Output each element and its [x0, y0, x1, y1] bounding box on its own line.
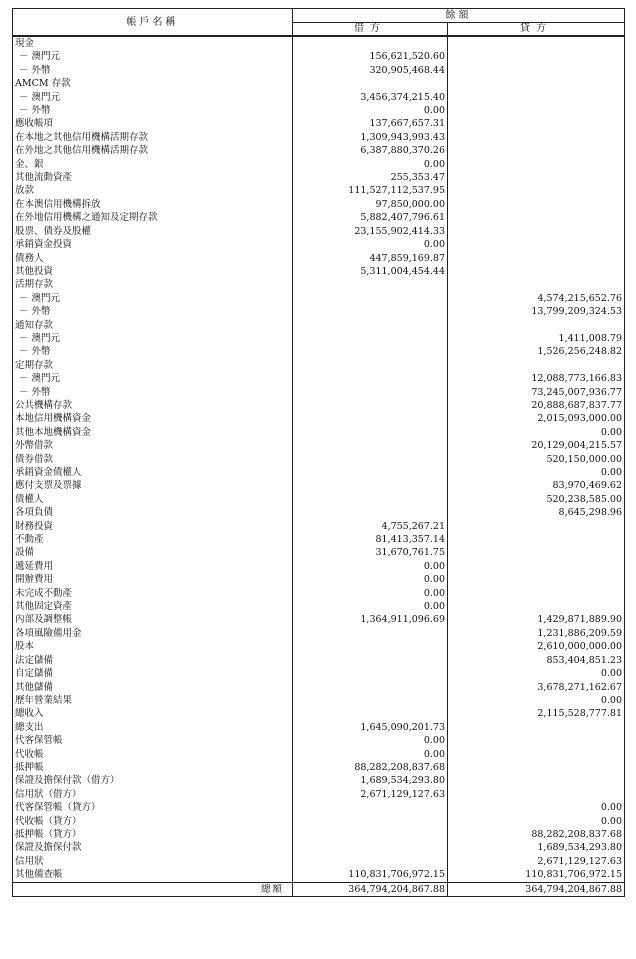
- credit-value: [448, 734, 625, 747]
- account-name: 法定儲備: [13, 654, 293, 667]
- account-name: 其他固定資產: [13, 600, 293, 613]
- debit-value: [293, 359, 448, 372]
- debit-value: [293, 278, 448, 291]
- debit-value: [293, 506, 448, 519]
- credit-value: [448, 319, 625, 332]
- account-name: 保證及擔保付款（借方）: [13, 774, 293, 787]
- account-name: 保證及擔保付款: [13, 841, 293, 854]
- table-row: [13, 184, 625, 197]
- credit-value: [448, 252, 625, 265]
- account-name: 其他流動資產: [13, 171, 293, 184]
- account-name: － 外幣: [13, 64, 293, 77]
- debit-value: 0.00: [293, 158, 448, 171]
- table-row: [13, 573, 625, 586]
- account-name: － 外幣: [13, 345, 293, 358]
- debit-value: 97,850,000.00: [293, 198, 448, 211]
- debit-value: [293, 319, 448, 332]
- table-row: [13, 721, 625, 734]
- account-name: 在本地之其他信用機構活期存款: [13, 131, 293, 144]
- table-row: [13, 761, 625, 774]
- table-row: [13, 748, 625, 761]
- table-row: [13, 453, 625, 466]
- table-row: [13, 479, 625, 492]
- credit-value: 2,115,528,777.81: [448, 707, 625, 720]
- credit-value: [448, 131, 625, 144]
- account-name: 抵押帳: [13, 761, 293, 774]
- debit-value: [293, 466, 448, 479]
- table-row: [13, 520, 625, 533]
- table-row: [13, 533, 625, 546]
- account-name: － 外幣: [13, 305, 293, 318]
- table-row: [13, 815, 625, 828]
- debit-value: [293, 412, 448, 425]
- table-row: [13, 292, 625, 305]
- credit-value: 1,429,871,889.90: [448, 613, 625, 626]
- account-name: 遞延費用: [13, 560, 293, 573]
- account-name: 自定儲備: [13, 667, 293, 680]
- table-row: [13, 265, 625, 278]
- debit-value: 0.00: [293, 573, 448, 586]
- debit-value: [293, 77, 448, 90]
- account-name: 其他本地機構資金: [13, 426, 293, 439]
- debit-value: [293, 332, 448, 345]
- credit-value: 0.00: [448, 694, 625, 707]
- credit-value: 1,231,886,209.59: [448, 627, 625, 640]
- account-name: 總支出: [13, 721, 293, 734]
- account-name: 在本澳信用機構拆放: [13, 198, 293, 211]
- debit-value: [293, 855, 448, 868]
- account-name: 各項負債: [13, 506, 293, 519]
- credit-value: [448, 198, 625, 211]
- account-name: 開辦費用: [13, 573, 293, 586]
- debit-value: [293, 439, 448, 452]
- credit-value: [448, 748, 625, 761]
- table-row: [13, 372, 625, 385]
- credit-value: [448, 573, 625, 586]
- credit-value: 0.00: [448, 667, 625, 680]
- table-row: [13, 707, 625, 720]
- credit-value: [448, 560, 625, 573]
- account-name: 金、銀: [13, 158, 293, 171]
- credit-value: 20,888,687,837.77: [448, 399, 625, 412]
- debit-value: [293, 627, 448, 640]
- credit-value: 520,238,585.00: [448, 493, 625, 506]
- table-row: [13, 319, 625, 332]
- account-name-header: 帳戶名稱: [13, 9, 293, 37]
- table-row: [13, 640, 625, 653]
- table-row: [13, 305, 625, 318]
- total-debit: 364,794,204,867.88: [293, 882, 448, 896]
- debit-value: [293, 640, 448, 653]
- total-row: [13, 882, 625, 896]
- debit-header: 借方: [293, 23, 448, 37]
- account-name: 股本: [13, 640, 293, 653]
- debit-value: 0.00: [293, 748, 448, 761]
- trial-balance-sheet: [12, 8, 624, 897]
- account-name: 現金: [13, 36, 293, 50]
- table-row: [13, 774, 625, 787]
- table-row: [13, 855, 625, 868]
- debit-value: 88,282,208,837.68: [293, 761, 448, 774]
- account-name: 不動產: [13, 533, 293, 546]
- account-name: 承銷資金投資: [13, 238, 293, 251]
- table-row: [13, 131, 625, 144]
- debit-value: 1,309,943,993.43: [293, 131, 448, 144]
- credit-value: 0.00: [448, 801, 625, 814]
- balance-header: 餘額: [293, 9, 625, 23]
- account-name: 設備: [13, 546, 293, 559]
- table-row: [13, 117, 625, 130]
- table-row: [13, 238, 625, 251]
- debit-value: [293, 707, 448, 720]
- table-row: [13, 801, 625, 814]
- account-name: 債券借款: [13, 453, 293, 466]
- debit-value: [293, 828, 448, 841]
- debit-value: 31,670,761.75: [293, 546, 448, 559]
- table-row: [13, 198, 625, 211]
- credit-value: 110,831,706,972.15: [448, 868, 625, 882]
- debit-value: [293, 694, 448, 707]
- account-name: 在外地信用機構之通知及定期存款: [13, 211, 293, 224]
- account-name: － 外幣: [13, 104, 293, 117]
- debit-value: 1,645,090,201.73: [293, 721, 448, 734]
- table-row: [13, 560, 625, 573]
- credit-value: 13,799,209,324.53: [448, 305, 625, 318]
- debit-value: 255,353.47: [293, 171, 448, 184]
- account-name: 代收帳（貸方）: [13, 815, 293, 828]
- debit-value: 81,413,357.14: [293, 533, 448, 546]
- account-name: 抵押帳（貸方）: [13, 828, 293, 841]
- debit-value: 6,387,880,370.26: [293, 144, 448, 157]
- credit-value: [448, 50, 625, 63]
- credit-value: 73,245,007,936.77: [448, 386, 625, 399]
- account-name: 信用狀: [13, 855, 293, 868]
- debit-value: 110,831,706,972.15: [293, 868, 448, 882]
- debit-value: 447,859,169.87: [293, 252, 448, 265]
- debit-value: [293, 399, 448, 412]
- credit-value: 8,645,298.96: [448, 506, 625, 519]
- credit-value: [448, 77, 625, 90]
- debit-value: [293, 801, 448, 814]
- account-name: 公共機構存款: [13, 399, 293, 412]
- account-name: 信用狀（借方）: [13, 788, 293, 801]
- credit-value: 2,671,129,127.63: [448, 855, 625, 868]
- debit-value: 156,621,520.60: [293, 50, 448, 63]
- debit-value: 111,527,112,537.95: [293, 184, 448, 197]
- account-name: 放款: [13, 184, 293, 197]
- total-credit: 364,794,204,867.88: [448, 882, 625, 896]
- credit-value: [448, 721, 625, 734]
- debit-value: [293, 386, 448, 399]
- table-row: [13, 278, 625, 291]
- table-row: [13, 788, 625, 801]
- credit-value: [448, 184, 625, 197]
- table-row: [13, 654, 625, 667]
- debit-value: 320,905,468.44: [293, 64, 448, 77]
- account-name: 未完成不動產: [13, 587, 293, 600]
- debit-value: 0.00: [293, 587, 448, 600]
- debit-value: [293, 372, 448, 385]
- table-row: [13, 252, 625, 265]
- table-row: [13, 828, 625, 841]
- table-row: [13, 345, 625, 358]
- debit-value: [293, 815, 448, 828]
- credit-value: [448, 587, 625, 600]
- debit-value: 1,364,911,096.69: [293, 613, 448, 626]
- credit-value: 88,282,208,837.68: [448, 828, 625, 841]
- debit-value: 0.00: [293, 600, 448, 613]
- table-row: [13, 506, 625, 519]
- debit-value: [293, 36, 448, 50]
- table-row: [13, 868, 625, 882]
- table-row: [13, 681, 625, 694]
- debit-value: 1,689,534,293.80: [293, 774, 448, 787]
- credit-value: 83,970,469.62: [448, 479, 625, 492]
- table-row: [13, 613, 625, 626]
- account-name: － 澳門元: [13, 292, 293, 305]
- account-name: 活期存款: [13, 278, 293, 291]
- table-row: [13, 158, 625, 171]
- debit-value: [293, 292, 448, 305]
- account-name: 外幣借款: [13, 439, 293, 452]
- credit-value: 0.00: [448, 815, 625, 828]
- debit-value: [293, 426, 448, 439]
- credit-value: [448, 533, 625, 546]
- debit-value: 3,456,374,215.40: [293, 91, 448, 104]
- credit-value: [448, 359, 625, 372]
- ledger-table: [12, 8, 625, 897]
- credit-value: [448, 117, 625, 130]
- account-name: 通知存款: [13, 319, 293, 332]
- credit-value: [448, 238, 625, 251]
- table-row: [13, 64, 625, 77]
- account-name: 其他備查帳: [13, 868, 293, 882]
- account-name: 總收入: [13, 707, 293, 720]
- table-row: [13, 439, 625, 452]
- account-name: 代收帳: [13, 748, 293, 761]
- debit-value: [293, 345, 448, 358]
- credit-value: [448, 520, 625, 533]
- credit-value: 1,526,256,248.82: [448, 345, 625, 358]
- table-row: [13, 211, 625, 224]
- debit-value: 5,882,407,796.61: [293, 211, 448, 224]
- credit-value: [448, 788, 625, 801]
- debit-value: [293, 453, 448, 466]
- debit-value: [293, 479, 448, 492]
- debit-value: 5,311,004,454.44: [293, 265, 448, 278]
- table-row: [13, 627, 625, 640]
- account-name: 債權人: [13, 493, 293, 506]
- account-name: 定期存款: [13, 359, 293, 372]
- account-name: 各項風險備用金: [13, 627, 293, 640]
- debit-value: [293, 681, 448, 694]
- credit-value: 853,404,851.23: [448, 654, 625, 667]
- table-row: [13, 332, 625, 345]
- account-name: 在外地之其他信用機構活期存款: [13, 144, 293, 157]
- credit-value: [448, 144, 625, 157]
- account-name: － 澳門元: [13, 91, 293, 104]
- credit-value: 1,411,008.79: [448, 332, 625, 345]
- credit-value: 1,689,534,293.80: [448, 841, 625, 854]
- account-name: 承銷資金債權人: [13, 466, 293, 479]
- account-name: AMCM 存款: [13, 77, 293, 90]
- credit-value: [448, 171, 625, 184]
- credit-value: [448, 278, 625, 291]
- table-row: [13, 546, 625, 559]
- account-name: 歷年營業結果: [13, 694, 293, 707]
- ledger-rows: [13, 36, 625, 882]
- table-row: [13, 91, 625, 104]
- debit-value: [293, 654, 448, 667]
- credit-value: 20,129,004,215.57: [448, 439, 625, 452]
- account-name: 債務人: [13, 252, 293, 265]
- account-name: 代客保管帳（貸方）: [13, 801, 293, 814]
- debit-value: 137,667,657.31: [293, 117, 448, 130]
- table-row: [13, 600, 625, 613]
- credit-value: [448, 265, 625, 278]
- credit-value: [448, 158, 625, 171]
- account-name: － 澳門元: [13, 372, 293, 385]
- debit-value: 0.00: [293, 104, 448, 117]
- debit-value: 0.00: [293, 560, 448, 573]
- account-name: 代客保管帳: [13, 734, 293, 747]
- debit-value: [293, 667, 448, 680]
- table-row: [13, 77, 625, 90]
- debit-value: 0.00: [293, 734, 448, 747]
- credit-value: 3,678,271,162.67: [448, 681, 625, 694]
- table-row: [13, 386, 625, 399]
- credit-value: 4,574,215,652.76: [448, 292, 625, 305]
- credit-value: [448, 36, 625, 50]
- account-name: 其他儲備: [13, 681, 293, 694]
- credit-value: 0.00: [448, 466, 625, 479]
- total-label: 總額: [13, 882, 293, 896]
- credit-value: 12,088,773,166.83: [448, 372, 625, 385]
- credit-value: [448, 600, 625, 613]
- account-name: 應付支票及票據: [13, 479, 293, 492]
- table-row: [13, 667, 625, 680]
- account-name: 應收帳項: [13, 117, 293, 130]
- credit-value: [448, 64, 625, 77]
- credit-header: 貸方: [448, 23, 625, 37]
- table-row: [13, 426, 625, 439]
- account-name: － 澳門元: [13, 332, 293, 345]
- credit-value: 520,150,000.00: [448, 453, 625, 466]
- table-row: [13, 694, 625, 707]
- credit-value: [448, 774, 625, 787]
- table-row: [13, 493, 625, 506]
- account-name: － 澳門元: [13, 50, 293, 63]
- account-name: 內部及調整帳: [13, 613, 293, 626]
- account-name: 本地信用機構資金: [13, 412, 293, 425]
- table-row: [13, 466, 625, 479]
- table-row: [13, 104, 625, 117]
- debit-value: [293, 493, 448, 506]
- debit-value: [293, 841, 448, 854]
- account-name: － 外幣: [13, 386, 293, 399]
- debit-value: 2,671,129,127.63: [293, 788, 448, 801]
- credit-value: [448, 761, 625, 774]
- credit-value: 0.00: [448, 426, 625, 439]
- table-row: [13, 399, 625, 412]
- credit-value: 2,015,093,000.00: [448, 412, 625, 425]
- table-row: [13, 412, 625, 425]
- account-name: 其他投資: [13, 265, 293, 278]
- table-row: [13, 587, 625, 600]
- credit-value: [448, 225, 625, 238]
- table-row: [13, 359, 625, 372]
- table-row: [13, 50, 625, 63]
- credit-value: [448, 91, 625, 104]
- account-name: 財務投資: [13, 520, 293, 533]
- table-row: [13, 841, 625, 854]
- credit-value: 2,610,000,000.00: [448, 640, 625, 653]
- debit-value: 0.00: [293, 238, 448, 251]
- table-row: [13, 36, 625, 50]
- debit-value: 23,155,902,414.33: [293, 225, 448, 238]
- debit-value: 4,755,267.21: [293, 520, 448, 533]
- credit-value: [448, 546, 625, 559]
- credit-value: [448, 211, 625, 224]
- debit-value: [293, 305, 448, 318]
- table-row: [13, 144, 625, 157]
- credit-value: [448, 104, 625, 117]
- table-row: [13, 734, 625, 747]
- table-row: [13, 225, 625, 238]
- account-name: 股票、債券及股權: [13, 225, 293, 238]
- table-row: [13, 171, 625, 184]
